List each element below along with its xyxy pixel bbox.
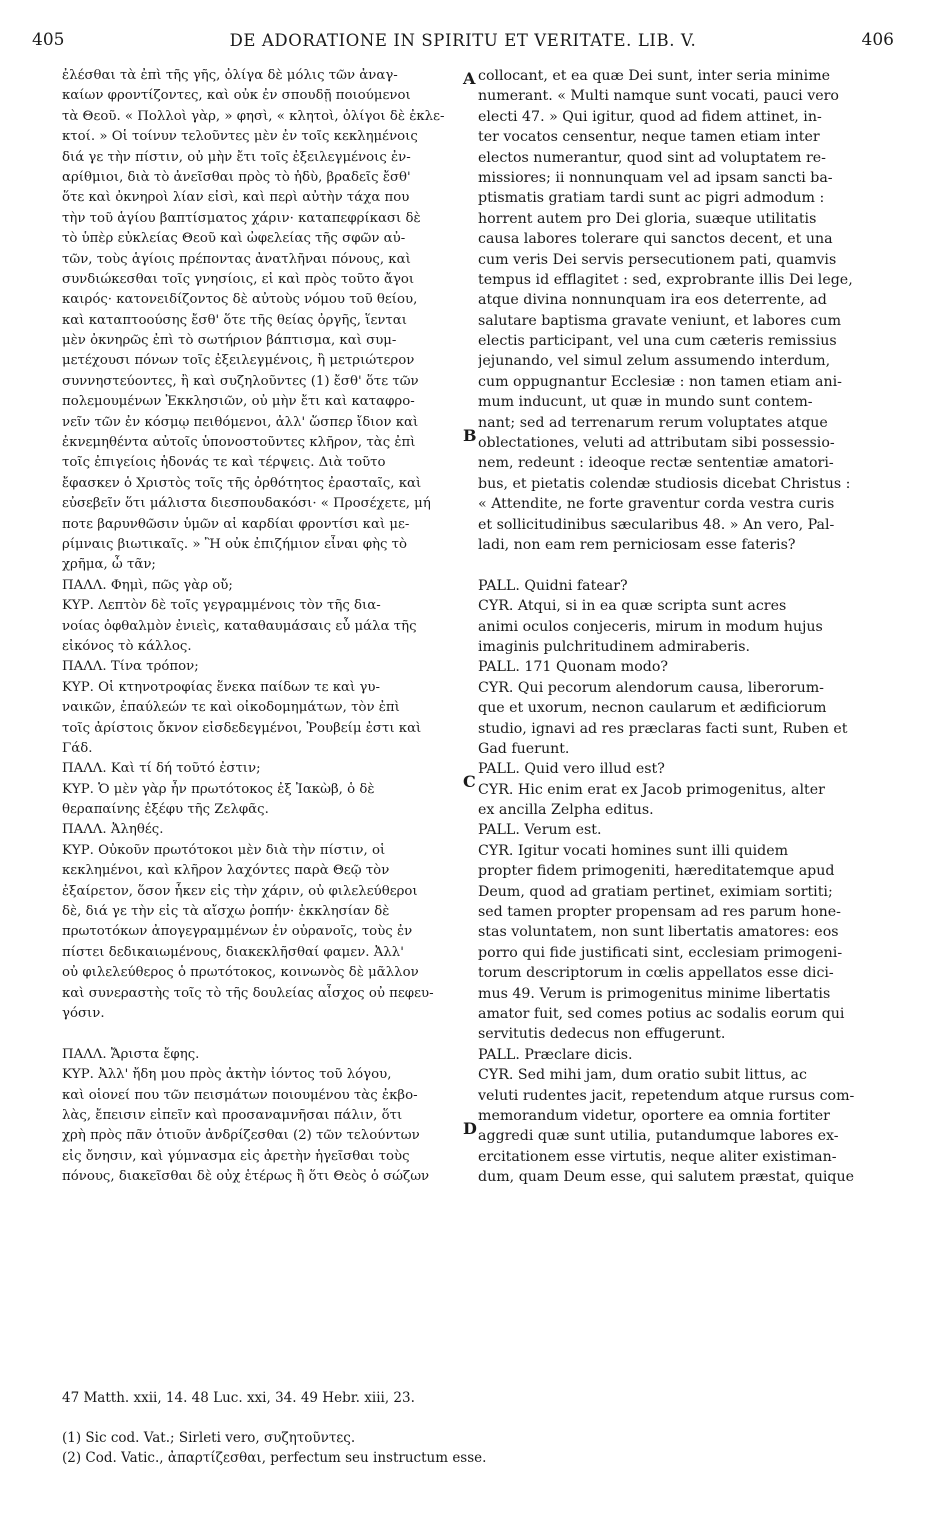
text-line: πρωτοτόκων ἀπογεγραμμένων ἐν οὐρανοῖς, τοὺς ἐν [62,924,413,940]
greek-column [62,66,460,1187]
text-line: sed tamen propter propensam ad res parum hone- [478,904,841,921]
text-line: electi 47. » Qui igitur, quod ad fidem attinet, in- [478,108,822,125]
text-line: ΚΥΡ. Λεπτὸν δὲ τοῖς γεγραμμένοις τὸν τῆς δια- [62,598,381,614]
text-line: πολεμουμένων Ἐκκλησιῶν, οὐ μὴν ἔτι καὶ καταφρο- [62,394,415,410]
text-line: ὅτε καὶ ὀκνηροὶ λίαν εἰσὶ, καὶ περὶ αὐτὴν τάχα που [62,190,410,206]
text-line: CYR. Atqui, si in ea quæ scripta sunt acres [478,598,787,615]
text-line: causa labores tolerare qui sanctos decent, et una [478,231,833,248]
text-line: συνδιώκεσθαι τοῖς γνησίοις, εἰ καὶ πρὸς τοῦτο ἄγοι [62,271,415,287]
text-line: ΚΥΡ. Ὁ μὲν γὰρ ἦν πρωτότοκος ἐξ Ἰακὼβ, ὁ δὲ [62,781,375,797]
text-line: μὲν ὀκνηρῶς ἐπὶ τὸ σωτήριον βάπτισμα, καὶ συμ- [62,333,397,349]
text-line: κτοί. » Οἱ τοίνυν τελοῦντες μὲν ἐν τοῖς κεκλημένοις [62,129,418,145]
text-line: Γάδ. [62,740,93,756]
text-line: καὶ οἱονεί που τῶν πεισμάτων ποιουμένου τὰς ἐκβο- [62,1087,418,1103]
text-line: ΠΑΛΛ. Ἀληθές. [62,822,164,838]
text-line: τοῖς ἀρίστοις ὄκνον εἰσδεδεγμένοι, Ῥουβείμ ἐστι καὶ [62,720,422,736]
text-line: ladi, non eam rem perniciosam esse fateris? [478,536,796,553]
running-header [32,30,894,56]
text-line: cum veris Dei servis persecutionem pati, quamvis [478,251,837,268]
text-line: CYR. Igitur vocati homines sunt illi quidem [478,842,789,859]
text-line: PALL. Quid vero illud est? [478,761,665,778]
text-line: nem, redeunt : ideoque rectæ sententiæ amatori- [478,455,834,472]
text-line: collocant, et ea quæ Dei sunt, inter seria minime [478,68,831,84]
text-line: studio, ignavi ad res præclaras facti sunt, Ruben et [478,720,848,737]
text-line: PALL. Verum est. [478,822,602,839]
text-line: CYR. Qui pecorum alendorum causa, liberorum- [478,679,824,696]
text-line: torum descriptorum in cœlis appellatos esse dici- [478,965,834,982]
text-line: Gad fuerunt. [478,740,570,757]
text-line: καὶ καταπτοούσης ἔσθ' ὅτε τῆς θείας ὀργῆς, ἵενται [62,312,407,328]
text-line: ἐξαίρετον, ὅσον ἧκεν εἰς τὴν χάριν, οὐ φιλελεύθεροι [62,883,418,899]
text-line: aggredi quæ sunt utilia, putandumque labores ex- [478,1128,839,1145]
text-line: ΠΑΛΛ. Φημὶ, πῶς γὰρ οὔ; [62,577,233,593]
margin-marker-c: C [463,772,476,791]
text-line: CYR. Hic enim erat ex Jacob primogenitus, alter [478,781,825,798]
text-line: κεκλημένοι, καὶ κλῆρον λαχόντες παρὰ Θεῷ τὸν [62,863,390,879]
text-line: λὰς, ἔπεισιν εἰπεῖν καὶ προσαναμνῆσαι πάλιν, ὅτι [62,1107,403,1123]
text-line: mum inducunt, ut quæ in mundo sunt contem- [478,394,813,411]
text-line: jejunando, vel simul zelum assumendo interdum, [478,353,831,370]
text-line: Deum, quod ad gratiam pertinet, eximiam sortiti; [478,883,833,900]
text-line: atque divina nonnunquam ira eos deterrente, ad [478,292,827,309]
text-line: ἐλέσθαι τὰ ἐπὶ τῆς γῆς, ὀλίγα δὲ μόλις τῶν ἀναγ- [62,68,398,83]
text-line: χρῆμα, ὦ τᾶν; [62,557,156,573]
text-line: nant; sed ad terrenarum rerum voluptates atque [478,414,828,431]
text-line: ρίμναις βιωτικαῖς. » Ἢ οὐκ ἐπιζήμιον εἶναι φὴς τὸ [62,536,408,552]
page-number-right: 406 [861,30,894,50]
text-line: ercitationem esse virtutis, neque aliter existiman- [478,1148,837,1165]
text-line: servitutis dedecus non effugerunt. [478,1026,726,1043]
text-line: salutare baptisma gravate veniunt, et labores cum [478,312,842,329]
text-line [62,1024,460,1044]
text-line: οὐ φιλελεύθερος ὁ πρωτότοκος, κοινωνὸς δὲ μᾶλλον [62,965,419,981]
text-line: porro qui fide justificati sint, ecclesiam primogeni- [478,944,843,961]
text-line: ptismatis gratiam tardi sunt ac pigri admodum : [478,190,825,207]
text-line: ΚΥΡ. Οἱ κτηνοτροφίας ἕνεκα παίδων τε καὶ γυ- [62,679,380,695]
latin-column [478,66,896,1187]
text-line: τὴν τοῦ ἁγίου βαπτίσματος χάριν· καταπεφρίκασι δὲ [62,210,421,226]
text-line: καὶ συνεραστὴς τοῖς τὸ τῆς δουλείας αἶσχος οὐ πεφευ- [62,985,434,1001]
text-line: dum, quam Deum esse, qui salutem præstat, quique [478,1169,855,1186]
text-line: et sollicitudinibus sæcularibus 48. » An vero, Pal- [478,516,835,533]
text-line [478,555,896,575]
text-line: missiores; ii nonnunquam vel ad ipsam sancti ba- [478,169,833,186]
text-line: εἰκόνος τὸ κάλλος. [62,638,192,654]
text-line: καιρός· κατονειδίζοντος δὲ αὐτοὺς νόμου τοῦ θείου, [62,292,418,308]
text-line: horrent autem pro Dei gloria, suæque utilitatis [478,210,817,227]
text-line: τοῖς ἐπιγείοις ἡδονάς τε καὶ τέρψεις. Διὰ τοῦτο [62,455,386,471]
text-line: διά γε τὴν πίστιν, οὐ μὴν ἔτι τοῖς ἐξειλεγμένοις ἐν- [62,149,411,165]
text-line: δὲ, διά γε τὴν εἰς τὰ αἴσχω ῥοπήν· ἐκκλησίαν δὲ [62,904,390,920]
text-line: amator fuit, sed comes potius ac sodalis eorum qui [478,1005,845,1022]
text-line: ἐκνεμηθέντα αὐτοῖς ὑπονοστοῦντες κλῆρον, τὰς ἐπὶ [62,435,416,451]
text-line: ποτε βαρυνθῶσιν ὑμῶν αἱ καρδίαι φροντίσι καὶ με- [62,516,410,532]
text-line: numerant. « Multi namque sunt vocati, pauci vero [478,88,839,105]
text-line: πίστει δεδικαιωμένους, διακεκλῆσθαί φαμεν. Ἀλλ' [62,944,404,960]
text-line: συννηστεύοντες, ἢ καὶ συζηλοῦντες (1) ἔσθ' ὅτε τῶν [62,373,419,389]
text-line: καίων φροντίζοντες, καὶ οὐκ ἐν σπουδῇ ποιούμενοι [62,88,411,104]
text-line: CYR. Sed mihi jam, dum oratio subit littus, ac [478,1067,807,1084]
text-line: τὸ ὑπὲρ εὐκλείας Θεοῦ καὶ ὠφελείας τῆς σφῶν αὐ- [62,231,406,247]
text-line: πόνους, διακεῖσθαι δὲ οὐχ ἑτέρως ἢ ὅτι Θεὸς ὁ σώζων [62,1169,430,1185]
text-line: propter fidem primogeniti, hæreditatemque apud [478,863,835,880]
margin-marker-d: D [463,1119,477,1138]
text-line: ex ancilla Zelpha editus. [478,802,654,819]
text-line: cum oppugnantur Ecclesiæ : non tamen etiam ani- [478,373,842,390]
text-line: PALL. 171 Quonam modo? [478,659,669,676]
scripture-footnotes: 47 Matth. xxii, 14. 48 Luc. xxi, 34. 49 Hebr. xiii, 23. [62,1390,415,1406]
text-line: χρὴ πρὸς πᾶν ὁτιοῦν ἀνδρίζεσθαι (2) τῶν τελούντων [62,1128,420,1144]
text-line: PALL. Quidni fatear? [478,577,628,594]
footnote-1: (1) Sic cod. Vat.; Sirleti vero, συζητοῦντες. [62,1430,356,1446]
margin-marker-b: B [463,426,477,445]
page-number-left: 405 [32,30,65,50]
text-line: γόσιν. [62,1005,105,1021]
running-title: DE ADORATIONE IN SPIRITU ET VERITATE. LIB. V. [229,31,697,50]
text-line: νοίας ὀφθαλμὸν ἐνιεὶς, καταθαυμάσαις εὖ μάλα τῆς [62,618,417,634]
text-line: tempus id efflagitet : sed, exprobrante illis Dei lege, [478,271,853,288]
text-line: animi oculos conjeceris, mirum in modum hujus [478,618,823,635]
text-line: ἔφασκεν ὁ Χριστὸς τοῖς τῆς ὀρθότητος ἐρασταῖς, καὶ [62,475,422,491]
margin-marker-a: A [463,69,476,88]
text-line: εἰς ὄνησιν, καὶ γύμνασμα εἰς ἀρετὴν ἡγεῖσθαι τοὺς [62,1148,410,1164]
text-line: ΠΑΛΛ. Καὶ τί δή τοῦτό ἐστιν; [62,761,261,777]
text-line: oblectationes, veluti ad attributam sibi possessio- [478,435,835,452]
text-line: imaginis pulchritudinem admiraberis. [478,638,751,655]
text-line: τῶν, τοὺς ἁγίοις πρέποντας ἀνατλῆναι πόνους, καὶ [62,251,411,267]
text-line: ΠΑΛΛ. Ἄριστα ἔφης. [62,1046,200,1062]
text-line: τὰ Θεοῦ. « Πολλοὶ γὰρ, » φησὶ, « κλητοὶ, ὀλίγοι δὲ ἐκλε- [62,108,445,124]
text-line: μετέχουσι πόνων τοῖς ἐξειλεγμένοις, ἢ μετριώτερον [62,353,415,369]
text-line: memorandum videtur, oportere ea omnia fortiter [478,1107,830,1124]
text-line: ΚΥΡ. Οὐκοῦν πρωτότοκοι μὲν διὰ τὴν πίστιν, οἱ [62,842,386,858]
text-line: stas voluntatem, non sunt libertatis amatores: eos [478,924,839,941]
text-line: « Attendite, ne forte graventur corda vestra curis [478,496,835,513]
text-line: ter vocatos censentur, neque tamen etiam inter [478,129,820,146]
text-line: que et uxorum, necnon caularum et ædificiorum [478,700,827,717]
text-line: ΠΑΛΛ. Τίνα τρόπον; [62,659,199,675]
text-line: θεραπαίνης ἐξέφυ τῆς Ζελφᾶς. [62,802,269,818]
text-line: PALL. Præclare dicis. [478,1046,633,1063]
text-line: ναικῶν, ἐπαύλεών τε καὶ οἰκοδομημάτων, τὸν ἐπὶ [62,700,400,716]
text-line: ΚΥΡ. Ἀλλ' ἤδη μου πρὸς ἀκτὴν ἰόντος τοῦ λόγου, [62,1067,392,1083]
text-line: electis participant, vel una cum cæteris remissius [478,333,837,350]
text-line: εὐσεβεῖν ὅτι μάλιστα διεσπουδακόσι· « Προσέχετε, μή [62,496,431,512]
text-line: mus 49. Verum is primogenitus minime libertatis [478,985,831,1002]
text-line: veluti rudentes jacit, repetendum atque rursus com- [478,1087,855,1104]
footnote-2: (2) Cod. Vatic., ἀπαρτίζεσθαι, perfectum seu instructum esse. [62,1450,487,1466]
text-line: νεῖν τῶν ἐν κόσμῳ πειθόμενοι, ἀλλ' ὥσπερ ἴδιον καὶ [62,414,419,430]
text-line: electos numerantur, quod sint ad voluptatem re- [478,149,826,166]
text-line: αρίθμιοι, διὰ τὸ ἀνεῖσθαι πρὸς τὸ ἡδὺ, βραδεῖς ἔσθ' [62,169,411,185]
text-line: bus, et pietatis colendæ studiosis dicebat Christus : [478,475,851,492]
